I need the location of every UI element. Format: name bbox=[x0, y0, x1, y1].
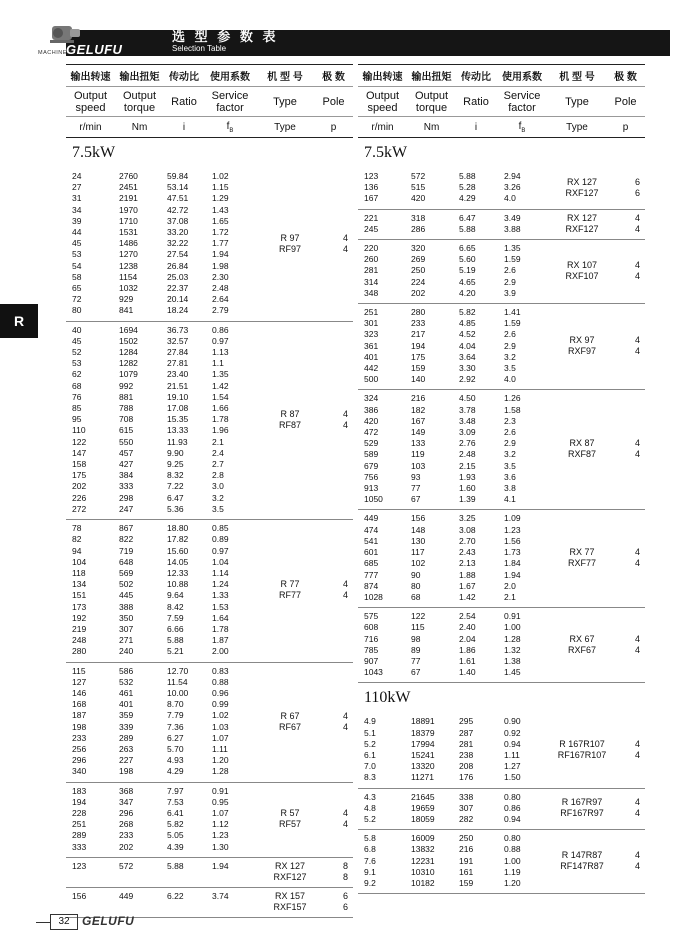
type-pole-row bbox=[256, 819, 353, 830]
pole-label: 4 bbox=[342, 590, 348, 601]
title-cn: 选 型 参 数 表 bbox=[172, 29, 279, 44]
type-label: RX 97 bbox=[569, 335, 595, 346]
type-pole-cell bbox=[256, 891, 353, 913]
type-pole-row bbox=[256, 409, 353, 420]
type-pole-cell bbox=[548, 716, 645, 783]
type-pole-row bbox=[256, 808, 353, 819]
page-number: 32 bbox=[50, 914, 78, 930]
cell-speed: 183 194 228 251 289 333 bbox=[72, 785, 87, 852]
col-head-cn: 输出扭矩 bbox=[119, 72, 160, 83]
brand-logo bbox=[38, 20, 168, 60]
pole-label: 4 bbox=[634, 861, 640, 872]
pole-label: 4 bbox=[634, 850, 640, 861]
type-label: RX 77 bbox=[569, 547, 595, 558]
motor-group bbox=[358, 713, 645, 788]
col-unit bbox=[496, 121, 548, 134]
motor-group bbox=[66, 783, 353, 858]
col-head-en: Ratio bbox=[463, 95, 489, 108]
col-head-cn: 输出转速 bbox=[362, 72, 403, 83]
cell-ratio: 7.97 7.53 6.41 5.82 5.05 4.39 bbox=[167, 785, 184, 852]
cell-speed: 123 136 167 bbox=[364, 171, 379, 204]
type-label: R 97 bbox=[280, 232, 300, 243]
type-pole-row bbox=[256, 590, 353, 601]
cell-speed: 251 301 323 361 401 442 500 bbox=[364, 307, 379, 385]
cell-sf: 2.94 3.26 4.0 bbox=[504, 171, 521, 204]
pole-label: 4 bbox=[634, 749, 640, 760]
col-head-cn: 极 数 bbox=[322, 72, 345, 83]
type-pole-row bbox=[548, 750, 645, 761]
cell-speed: 4.3 4.8 5.2 bbox=[364, 791, 376, 824]
cell-speed: 4.9 5.1 5.2 6.1 7.0 8.3 bbox=[364, 716, 376, 783]
type-pole-cell bbox=[256, 786, 353, 853]
col-head-en: Type bbox=[565, 95, 589, 108]
pole-label: 4 bbox=[342, 579, 348, 590]
type-pole-cell bbox=[548, 513, 645, 603]
col-head-en: Service factor bbox=[211, 89, 249, 114]
unit-label: i bbox=[182, 121, 186, 133]
type-pole-cell bbox=[548, 243, 645, 299]
col-head-en: Pole bbox=[322, 95, 345, 108]
type-pole-row bbox=[548, 645, 645, 656]
type-pole-row bbox=[548, 797, 645, 808]
col-unit bbox=[358, 122, 407, 133]
type-pole-row bbox=[256, 722, 353, 733]
type-label: RF167R107 bbox=[557, 749, 607, 760]
pole-label: 4 bbox=[634, 346, 640, 357]
right-table bbox=[358, 64, 645, 894]
type-label: RF77 bbox=[278, 590, 301, 601]
cell-torque: 21645 19659 18059 bbox=[411, 791, 435, 824]
cell-torque: 368 347 296 268 233 202 bbox=[119, 785, 134, 852]
type-pole-row bbox=[548, 739, 645, 750]
col-head-cn: 机 型 号 bbox=[267, 72, 303, 83]
type-pole-row bbox=[256, 233, 353, 244]
type-pole-row bbox=[256, 891, 353, 902]
type-label: RX 127 bbox=[274, 860, 306, 871]
type-label: R 77 bbox=[280, 579, 300, 590]
cell-torque: 449 bbox=[119, 890, 134, 901]
unit-label: Nm bbox=[131, 121, 148, 133]
pole-label: 4 bbox=[342, 721, 348, 732]
type-pole-cell bbox=[548, 171, 645, 205]
type-pole-row bbox=[548, 850, 645, 861]
header-row-units bbox=[358, 116, 645, 138]
pole-label: 4 bbox=[634, 633, 640, 644]
type-pole-cell bbox=[548, 213, 645, 235]
unit-label: p bbox=[622, 121, 629, 133]
cell-speed: 24 27 31 34 39 44 45 53 54 58 65 72 80 bbox=[72, 171, 82, 316]
type-pole-row bbox=[256, 244, 353, 255]
pole-label: 4 bbox=[634, 212, 640, 223]
type-pole-row bbox=[256, 711, 353, 722]
col-unit bbox=[164, 122, 204, 133]
cell-sf: 1.09 1.23 1.56 1.73 1.84 1.94 2.0 2.1 bbox=[504, 513, 521, 602]
section-tab: R bbox=[0, 304, 38, 338]
cell-sf: 0.80 0.88 1.00 1.19 1.20 bbox=[504, 833, 521, 888]
cell-sf: 0.86 0.97 1.13 1.1 1.35 1.42 1.54 1.66 1.78 1.96 2.1 2.4 2.7 2.8 3.0 3.2 3.5 bbox=[212, 324, 229, 514]
brand-name: GELUFU bbox=[66, 42, 123, 57]
type-label: RXF127 bbox=[565, 187, 599, 198]
col-unit bbox=[456, 122, 496, 133]
col-head-en: Output torque bbox=[414, 89, 449, 114]
cell-speed: 115 127 146 168 187 198 233 256 296 340 bbox=[72, 665, 87, 777]
type-label: RXF127 bbox=[273, 871, 307, 882]
unit-sub: B bbox=[229, 127, 234, 134]
cell-ratio: 250 216 191 161 159 bbox=[459, 833, 474, 888]
type-pole-cell bbox=[256, 861, 353, 883]
power-heading: 110kW bbox=[364, 689, 411, 707]
cell-speed: 221 245 bbox=[364, 212, 379, 234]
motor-group bbox=[358, 608, 645, 683]
motor-group bbox=[358, 789, 645, 831]
motor-group bbox=[66, 168, 353, 322]
type-pole-cell bbox=[548, 307, 645, 385]
unit-label: r/min bbox=[371, 121, 394, 133]
col-unit bbox=[66, 122, 115, 133]
type-pole-row bbox=[548, 260, 645, 271]
cell-sf: 3.74 bbox=[212, 890, 229, 901]
footer-brand: GELUFU bbox=[82, 914, 135, 928]
cell-sf: 0.83 0.88 0.96 0.99 1.02 1.03 1.07 1.11 1.20 1.28 bbox=[212, 665, 229, 777]
type-pole-row bbox=[548, 224, 645, 235]
cell-ratio: 295 287 281 238 208 176 bbox=[459, 716, 474, 783]
unit-label: f bbox=[518, 120, 522, 132]
type-pole-cell bbox=[548, 792, 645, 826]
col-head-cn: 输出转速 bbox=[70, 72, 111, 83]
col-head-en: Type bbox=[273, 95, 297, 108]
cell-ratio: 3.25 3.08 2.70 2.43 2.13 1.88 1.67 1.42 bbox=[459, 513, 476, 602]
type-label: R 167R107 bbox=[559, 738, 605, 749]
unit-sub: B bbox=[521, 127, 526, 134]
header-row-cn bbox=[358, 64, 645, 86]
header-row-cn bbox=[66, 64, 353, 86]
pole-label: 6 bbox=[634, 187, 640, 198]
type-label: R 67 bbox=[280, 710, 300, 721]
type-pole-cell bbox=[256, 325, 353, 515]
type-label: RX 127 bbox=[566, 212, 598, 223]
left-table bbox=[66, 64, 353, 918]
cell-torque: 320 269 250 224 202 bbox=[411, 243, 426, 298]
type-label: R 87 bbox=[280, 408, 300, 419]
cell-ratio: 18.80 17.82 15.60 14.05 12.33 10.88 9.64 8.42 7.59 6.66 5.88 5.21 bbox=[167, 523, 189, 657]
pole-label: 4 bbox=[634, 644, 640, 655]
footer-rule bbox=[36, 922, 50, 923]
cell-ratio: 12.70 11.54 10.00 8.70 7.79 7.36 6.27 5.70 4.93 4.29 bbox=[167, 665, 189, 777]
motor-group bbox=[358, 168, 645, 210]
pole-label: 4 bbox=[634, 449, 640, 460]
cell-ratio: 5.88 5.28 4.29 bbox=[459, 171, 476, 204]
cell-ratio: 4.50 3.78 3.48 3.09 2.76 2.48 2.15 1.93 1.60 1.39 bbox=[459, 393, 476, 505]
motor-group bbox=[358, 210, 645, 240]
type-label: RXF87 bbox=[567, 449, 596, 460]
pole-label: 4 bbox=[342, 419, 348, 430]
cell-torque: 586 532 461 401 359 339 289 263 227 198 bbox=[119, 665, 134, 777]
cell-sf: 1.26 1.58 2.3 2.6 2.9 3.2 3.5 3.6 3.8 4.1 bbox=[504, 393, 521, 505]
type-pole-row bbox=[256, 579, 353, 590]
type-label: R 167R97 bbox=[561, 797, 603, 808]
pole-label: 4 bbox=[342, 408, 348, 419]
type-label: R 57 bbox=[280, 808, 300, 819]
pole-label: 4 bbox=[634, 558, 640, 569]
cell-speed: 449 474 541 601 685 777 874 1028 bbox=[364, 513, 383, 602]
type-label: RXF107 bbox=[565, 271, 599, 282]
cell-speed: 156 bbox=[72, 890, 87, 901]
col-head-cn: 极 数 bbox=[614, 72, 637, 83]
cell-ratio: 5.88 bbox=[167, 860, 184, 871]
type-label: RXF97 bbox=[567, 346, 596, 357]
cell-sf: 0.80 0.86 0.94 bbox=[504, 791, 521, 824]
cell-ratio: 338 307 282 bbox=[459, 791, 474, 824]
cell-torque: 122 115 98 89 77 67 bbox=[411, 611, 426, 678]
motor-group bbox=[66, 322, 353, 520]
pole-label: 4 bbox=[634, 808, 640, 819]
pole-label: 4 bbox=[342, 232, 348, 243]
type-label: RF87 bbox=[278, 419, 301, 430]
cell-torque: 18891 18379 17994 15241 13320 11271 bbox=[411, 716, 435, 783]
motor-group bbox=[66, 520, 353, 662]
type-label: R 147R87 bbox=[561, 850, 603, 861]
pole-label: 4 bbox=[342, 243, 348, 254]
type-pole-row bbox=[548, 335, 645, 346]
type-pole-row bbox=[548, 449, 645, 460]
pole-label: 4 bbox=[634, 797, 640, 808]
title-en: Selection Table bbox=[172, 44, 227, 53]
col-head-en: Service factor bbox=[503, 89, 541, 114]
col-head-cn: 使用系数 bbox=[502, 72, 542, 83]
col-head-cn: 输出扭矩 bbox=[411, 72, 452, 83]
unit-label: r/min bbox=[79, 121, 102, 133]
type-label: RXF127 bbox=[565, 223, 599, 234]
pole-label: 6 bbox=[634, 176, 640, 187]
power-heading: 7.5kW bbox=[364, 144, 408, 161]
cell-speed: 78 82 94 104 118 134 151 173 192 219 248 280 bbox=[72, 523, 87, 657]
pole-label: 8 bbox=[342, 860, 348, 871]
col-head-en: Output speed bbox=[365, 89, 400, 114]
type-pole-row bbox=[256, 420, 353, 431]
type-pole-cell bbox=[256, 666, 353, 778]
type-pole-cell bbox=[256, 171, 353, 317]
motor-group bbox=[358, 830, 645, 894]
col-head-en: Output torque bbox=[122, 89, 157, 114]
type-pole-row bbox=[548, 634, 645, 645]
type-label: RXF67 bbox=[567, 644, 596, 655]
cell-torque: 280 233 217 194 175 159 140 bbox=[411, 307, 426, 385]
type-pole-cell bbox=[548, 833, 645, 889]
cell-ratio: 6.47 5.88 bbox=[459, 212, 476, 234]
motor-group bbox=[358, 510, 645, 608]
unit-label: Type bbox=[274, 121, 296, 133]
pole-label: 8 bbox=[342, 871, 348, 882]
cell-speed: 324 386 420 472 529 589 679 756 913 1050 bbox=[364, 393, 383, 505]
cell-sf: 0.85 0.89 0.97 1.04 1.14 1.24 1.33 1.53 1.64 1.78 1.87 2.00 bbox=[212, 523, 229, 657]
cell-torque: 16009 13832 12231 10310 10182 bbox=[411, 833, 435, 888]
col-head-en: Output speed bbox=[73, 89, 108, 114]
cell-sf: 1.35 1.59 2.6 2.9 3.9 bbox=[504, 243, 521, 298]
pole-label: 6 bbox=[342, 890, 348, 901]
unit-label: Nm bbox=[423, 121, 440, 133]
cell-ratio: 6.65 5.60 5.19 4.65 4.20 bbox=[459, 243, 476, 298]
type-pole-row bbox=[548, 547, 645, 558]
type-pole-row bbox=[548, 861, 645, 872]
unit-label: f bbox=[226, 120, 230, 132]
header-row-units bbox=[66, 116, 353, 138]
type-label: RXF77 bbox=[567, 558, 596, 569]
motor-group bbox=[66, 858, 353, 888]
unit-label: i bbox=[474, 121, 478, 133]
pole-label: 6 bbox=[342, 901, 348, 912]
cell-torque: 2760 2451 2191 1970 1710 1531 1486 1270 1238 1154 1032 929 841 bbox=[119, 171, 138, 316]
col-unit bbox=[115, 122, 164, 133]
col-unit bbox=[314, 122, 353, 133]
col-head-cn: 传动比 bbox=[169, 72, 199, 83]
type-pole-row bbox=[256, 902, 353, 913]
col-head-en: Ratio bbox=[171, 95, 197, 108]
type-pole-row bbox=[548, 808, 645, 819]
type-label: RF57 bbox=[278, 819, 301, 830]
pole-label: 4 bbox=[342, 808, 348, 819]
type-pole-row bbox=[548, 271, 645, 282]
pole-label: 4 bbox=[634, 438, 640, 449]
cell-ratio: 2.54 2.40 2.04 1.86 1.61 1.40 bbox=[459, 611, 476, 678]
pole-label: 4 bbox=[634, 335, 640, 346]
type-label: RX 157 bbox=[274, 890, 306, 901]
type-pole-row bbox=[548, 213, 645, 224]
type-pole-row bbox=[548, 177, 645, 188]
pole-label: 4 bbox=[342, 710, 348, 721]
pole-label: 4 bbox=[634, 738, 640, 749]
power-heading: 7.5kW bbox=[72, 144, 116, 161]
type-pole-cell bbox=[256, 523, 353, 657]
type-label: RF97 bbox=[278, 243, 301, 254]
col-unit bbox=[606, 122, 645, 133]
header-row-en bbox=[66, 86, 353, 116]
cell-speed: 40 45 52 53 62 68 76 85 95 110 122 147 158 175 202 226 272 bbox=[72, 324, 87, 514]
cell-torque: 867 822 719 648 569 502 445 388 350 307 271 240 bbox=[119, 523, 134, 657]
cell-ratio: 5.82 4.85 4.52 4.04 3.64 3.30 2.92 bbox=[459, 307, 476, 385]
cell-torque: 572 515 420 bbox=[411, 171, 426, 204]
cell-speed: 575 608 716 785 907 1043 bbox=[364, 611, 383, 678]
pole-label: 4 bbox=[634, 260, 640, 271]
col-head-cn: 传动比 bbox=[461, 72, 491, 83]
cell-sf: 0.91 1.00 1.28 1.32 1.38 1.45 bbox=[504, 611, 521, 678]
col-unit bbox=[407, 122, 456, 133]
header-row-en bbox=[358, 86, 645, 116]
brand-machinery: MACHINERY bbox=[38, 50, 76, 56]
cell-sf: 1.94 bbox=[212, 860, 229, 871]
cell-ratio: 36.73 32.57 27.84 27.81 23.40 21.51 19.10 17.08 15.35 13.33 11.93 9.90 9.25 8.32 7.22 6.47 5.36 bbox=[167, 324, 189, 514]
cell-ratio: 59.84 53.14 47.51 42.72 37.08 33.20 32.22 27.54 26.84 25.03 22.37 20.14 18.24 bbox=[167, 171, 189, 316]
col-head-cn: 机 型 号 bbox=[559, 72, 595, 83]
motor-group bbox=[66, 663, 353, 783]
unit-label: p bbox=[330, 121, 337, 133]
unit-label: Type bbox=[566, 121, 588, 133]
type-pole-cell bbox=[548, 611, 645, 678]
cell-torque: 572 bbox=[119, 860, 134, 871]
col-unit bbox=[256, 122, 314, 133]
cell-torque: 156 148 130 117 102 90 80 68 bbox=[411, 513, 426, 602]
type-label: RX 67 bbox=[569, 633, 595, 644]
motor-group bbox=[358, 240, 645, 304]
cell-torque: 318 286 bbox=[411, 212, 426, 234]
pole-label: 4 bbox=[634, 223, 640, 234]
col-head-en: Pole bbox=[614, 95, 637, 108]
type-pole-row bbox=[548, 346, 645, 357]
motor-group bbox=[358, 390, 645, 510]
type-pole-cell bbox=[548, 393, 645, 505]
cell-torque: 1694 1502 1284 1282 1079 992 881 788 708 615 550 457 427 384 333 298 247 bbox=[119, 324, 138, 514]
type-pole-row bbox=[256, 861, 353, 872]
pole-label: 4 bbox=[342, 819, 348, 830]
page-title bbox=[172, 30, 278, 54]
col-head-cn: 使用系数 bbox=[210, 72, 250, 83]
type-pole-row bbox=[256, 872, 353, 883]
cell-sf: 0.90 0.92 0.94 1.11 1.27 1.50 bbox=[504, 716, 521, 783]
cell-sf: 1.02 1.15 1.29 1.43 1.65 1.72 1.77 1.94 1.98 2.30 2.48 2.64 2.79 bbox=[212, 171, 229, 316]
type-label: RF167R97 bbox=[560, 808, 604, 819]
pole-label: 4 bbox=[634, 271, 640, 282]
cell-sf: 0.91 0.95 1.07 1.12 1.23 1.30 bbox=[212, 785, 229, 852]
col-unit bbox=[204, 121, 256, 134]
type-label: RXF157 bbox=[273, 901, 307, 912]
pole-label: 4 bbox=[634, 547, 640, 558]
type-pole-row bbox=[548, 558, 645, 569]
type-label: RX 127 bbox=[566, 176, 598, 187]
type-label: RX 87 bbox=[569, 438, 595, 449]
cell-ratio: 6.22 bbox=[167, 890, 184, 901]
col-unit bbox=[548, 122, 606, 133]
cell-speed: 123 bbox=[72, 860, 87, 871]
cell-sf: 3.49 3.88 bbox=[504, 212, 521, 234]
cell-speed: 220 260 281 314 348 bbox=[364, 243, 379, 298]
cell-speed: 5.8 6.8 7.6 9.1 9.2 bbox=[364, 833, 376, 888]
type-label: RX 107 bbox=[566, 260, 598, 271]
type-label: RF67 bbox=[278, 721, 301, 732]
motor-group bbox=[358, 304, 645, 390]
type-pole-row bbox=[548, 438, 645, 449]
type-pole-row bbox=[548, 188, 645, 199]
cell-sf: 1.41 1.59 2.6 2.9 3.2 3.5 4.0 bbox=[504, 307, 521, 385]
type-label: RF147R87 bbox=[560, 861, 604, 872]
cell-torque: 216 182 167 149 133 119 103 93 77 67 bbox=[411, 393, 426, 505]
